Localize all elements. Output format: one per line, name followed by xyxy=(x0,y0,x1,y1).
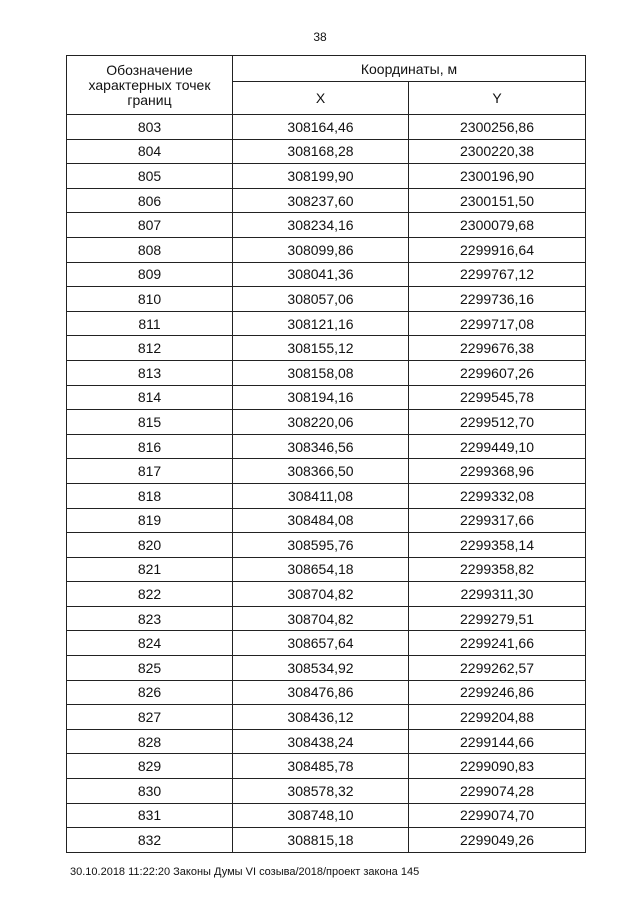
x-cell: 308704,82 xyxy=(233,582,409,607)
coordinates-header: Координаты, м xyxy=(233,56,586,82)
y-cell: 2299074,28 xyxy=(409,779,586,804)
point-cell: 811 xyxy=(67,311,233,336)
table-row xyxy=(67,606,586,631)
table-row xyxy=(67,360,586,385)
point-cell: 806 xyxy=(67,188,233,213)
table-row xyxy=(67,385,586,410)
y-cell: 2299317,66 xyxy=(409,508,586,533)
table-row xyxy=(67,680,586,705)
x-cell: 308578,32 xyxy=(233,779,409,804)
point-cell: 826 xyxy=(67,680,233,705)
x-cell: 308194,16 xyxy=(233,385,409,410)
x-cell: 308346,56 xyxy=(233,434,409,459)
x-cell: 308595,76 xyxy=(233,533,409,558)
table-row xyxy=(67,213,586,238)
point-cell: 814 xyxy=(67,385,233,410)
point-cell: 812 xyxy=(67,336,233,361)
y-cell: 2299246,86 xyxy=(409,680,586,705)
x-cell: 308476,86 xyxy=(233,680,409,705)
table-body xyxy=(67,115,586,853)
point-cell: 817 xyxy=(67,459,233,484)
y-cell: 2299358,14 xyxy=(409,533,586,558)
x-cell: 308534,92 xyxy=(233,656,409,681)
table-row xyxy=(67,434,586,459)
point-cell: 804 xyxy=(67,139,233,164)
x-cell: 308657,64 xyxy=(233,631,409,656)
x-cell: 308748,10 xyxy=(233,803,409,828)
x-cell: 308484,08 xyxy=(233,508,409,533)
point-cell: 824 xyxy=(67,631,233,656)
footer-text: 30.10.2018 11:22:20 Законы Думы VI созыва/2018/проект закона 145 xyxy=(70,866,420,878)
point-cell: 831 xyxy=(67,803,233,828)
x-cell: 308168,28 xyxy=(233,139,409,164)
y-cell: 2299279,51 xyxy=(409,606,586,631)
x-cell: 308099,86 xyxy=(233,237,409,262)
table-row xyxy=(67,729,586,754)
point-cell: 816 xyxy=(67,434,233,459)
table-row xyxy=(67,336,586,361)
x-cell: 308155,12 xyxy=(233,336,409,361)
x-cell: 308436,12 xyxy=(233,705,409,730)
x-cell: 308164,46 xyxy=(233,115,409,140)
y-cell: 2299368,96 xyxy=(409,459,586,484)
x-header: X xyxy=(233,82,409,115)
x-cell: 308704,82 xyxy=(233,606,409,631)
y-cell: 2299144,66 xyxy=(409,729,586,754)
table-row xyxy=(67,287,586,312)
y-cell: 2299241,66 xyxy=(409,631,586,656)
x-cell: 308411,08 xyxy=(233,483,409,508)
point-cell: 832 xyxy=(67,828,233,853)
x-cell: 308654,18 xyxy=(233,557,409,582)
x-cell: 308815,18 xyxy=(233,828,409,853)
y-cell: 2299074,70 xyxy=(409,803,586,828)
point-cell: 815 xyxy=(67,410,233,435)
point-cell: 810 xyxy=(67,287,233,312)
x-cell: 308057,06 xyxy=(233,287,409,312)
y-cell: 2299358,82 xyxy=(409,557,586,582)
table-row xyxy=(67,508,586,533)
point-cell: 822 xyxy=(67,582,233,607)
point-cell: 823 xyxy=(67,606,233,631)
x-cell: 308041,36 xyxy=(233,262,409,287)
x-cell: 308234,16 xyxy=(233,213,409,238)
y-cell: 2299204,88 xyxy=(409,705,586,730)
x-cell: 308121,16 xyxy=(233,311,409,336)
point-cell: 828 xyxy=(67,729,233,754)
designation-header-label: Обозначение характерных точек границ xyxy=(88,61,211,108)
point-cell: 829 xyxy=(67,754,233,779)
point-cell: 803 xyxy=(67,115,233,140)
y-cell: 2299049,26 xyxy=(409,828,586,853)
table-row xyxy=(67,188,586,213)
y-cell: 2299607,26 xyxy=(409,360,586,385)
x-cell: 308485,78 xyxy=(233,754,409,779)
table-row xyxy=(67,115,586,140)
y-cell: 2300196,90 xyxy=(409,164,586,189)
point-cell: 827 xyxy=(67,705,233,730)
y-cell: 2299545,78 xyxy=(409,385,586,410)
y-cell: 2299090,83 xyxy=(409,754,586,779)
y-cell: 2299676,38 xyxy=(409,336,586,361)
table-row xyxy=(67,631,586,656)
y-header: Y xyxy=(409,82,586,115)
table-row xyxy=(67,656,586,681)
y-cell: 2299311,30 xyxy=(409,582,586,607)
table-row xyxy=(67,262,586,287)
table-row xyxy=(67,779,586,804)
point-cell: 809 xyxy=(67,262,233,287)
table-row xyxy=(67,533,586,558)
point-cell: 821 xyxy=(67,557,233,582)
table-row xyxy=(67,803,586,828)
y-cell: 2299736,16 xyxy=(409,287,586,312)
x-cell: 308438,24 xyxy=(233,729,409,754)
designation-header xyxy=(67,56,233,115)
table-row xyxy=(67,164,586,189)
y-cell: 2299717,08 xyxy=(409,311,586,336)
table-row xyxy=(67,483,586,508)
point-cell: 808 xyxy=(67,237,233,262)
table-row xyxy=(67,557,586,582)
y-cell: 2299916,64 xyxy=(409,237,586,262)
table-header xyxy=(67,56,586,115)
point-cell: 819 xyxy=(67,508,233,533)
y-cell: 2300079,68 xyxy=(409,213,586,238)
coordinates-table xyxy=(66,55,586,853)
table-row xyxy=(67,410,586,435)
page-number: 38 xyxy=(313,30,327,44)
point-cell: 825 xyxy=(67,656,233,681)
table-row xyxy=(67,311,586,336)
y-cell: 2300220,38 xyxy=(409,139,586,164)
table-row xyxy=(67,705,586,730)
table-row xyxy=(67,582,586,607)
x-cell: 308366,50 xyxy=(233,459,409,484)
point-cell: 813 xyxy=(67,360,233,385)
point-cell: 830 xyxy=(67,779,233,804)
point-cell: 820 xyxy=(67,533,233,558)
point-cell: 807 xyxy=(67,213,233,238)
x-cell: 308237,60 xyxy=(233,188,409,213)
y-cell: 2300256,86 xyxy=(409,115,586,140)
table-row xyxy=(67,459,586,484)
x-cell: 308220,06 xyxy=(233,410,409,435)
y-cell: 2299332,08 xyxy=(409,483,586,508)
point-cell: 805 xyxy=(67,164,233,189)
table-row xyxy=(67,828,586,853)
table-row xyxy=(67,237,586,262)
x-cell: 308199,90 xyxy=(233,164,409,189)
y-cell: 2299767,12 xyxy=(409,262,586,287)
y-cell: 2299262,57 xyxy=(409,656,586,681)
table-row xyxy=(67,139,586,164)
y-cell: 2299512,70 xyxy=(409,410,586,435)
point-cell: 818 xyxy=(67,483,233,508)
table-row xyxy=(67,754,586,779)
x-cell: 308158,08 xyxy=(233,360,409,385)
y-cell: 2299449,10 xyxy=(409,434,586,459)
y-cell: 2300151,50 xyxy=(409,188,586,213)
